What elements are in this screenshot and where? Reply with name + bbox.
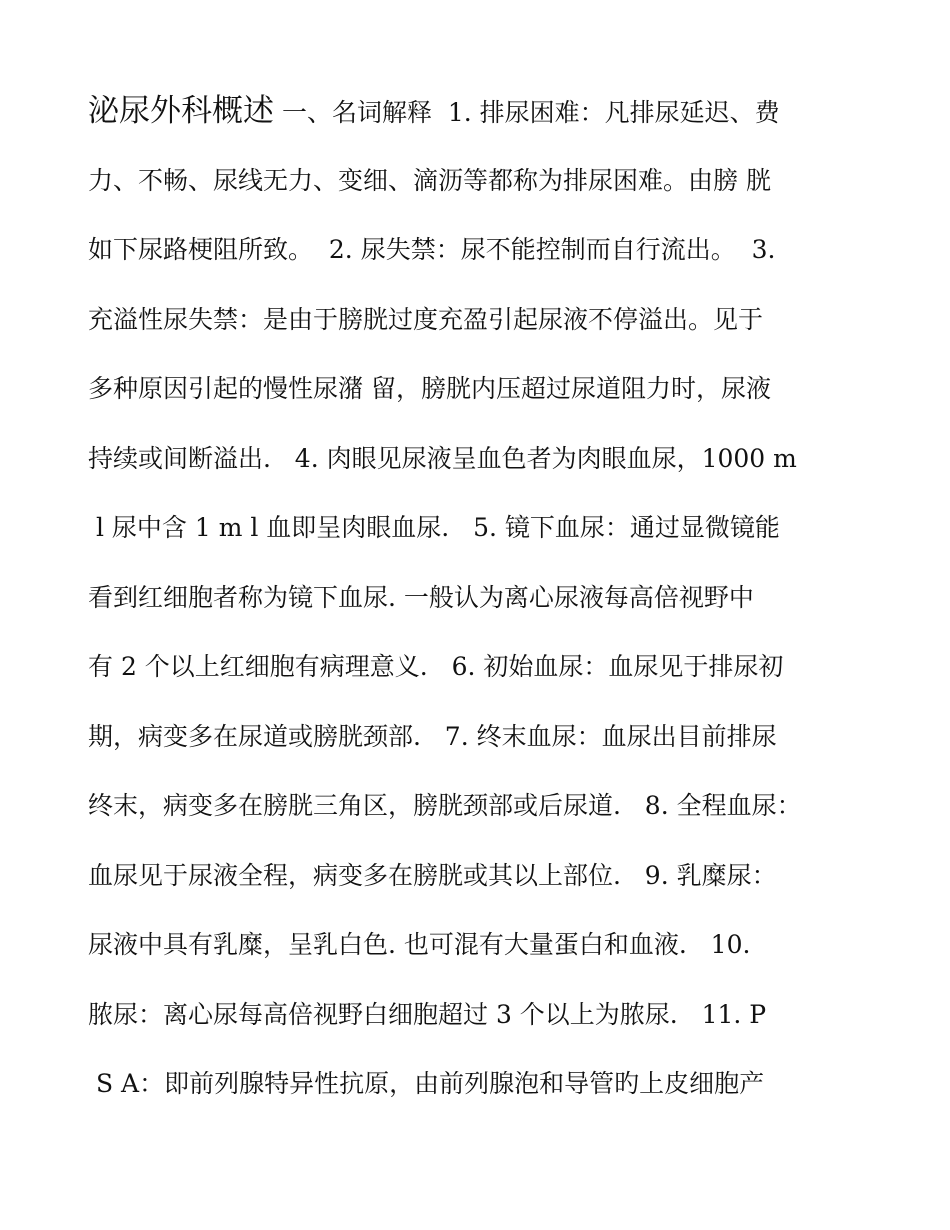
text-line: 持续或间断溢出. 4. 肉眼见尿液呈血色者为肉眼血尿，1000 m <box>88 443 797 473</box>
text-line: 有 2 个以上红细胞有病理意义. 6. 初始血尿：血尿见于排尿初 <box>88 652 784 681</box>
text-line: l 尿中含 1 m l 血即呈肉眼血尿. 5. 镜下血尿：通过显微镜能 <box>88 513 780 542</box>
text-line: 终末，病变多在膀胱三角区，膀胱颈部或后尿道. 8. 全程血尿： <box>88 791 802 820</box>
text-line-content: 一、名词解释 1. 排尿困难：凡排尿延迟、费 <box>274 98 780 127</box>
document-title: 泌尿外科概述 <box>88 93 274 129</box>
text-line: 脓尿：离心尿每高倍视野白细胞超过 3 个以上为脓尿. 11. P <box>88 999 767 1029</box>
text-line: 充溢性尿失禁：是由于膀胱过度充盈引起尿液不停溢出。见于 <box>88 304 764 334</box>
text-line: 看到红细胞者称为镜下血尿. 一般认为离心尿液每高倍视野中 <box>88 582 754 612</box>
text-line: 期，病变多在尿道或膀胱颈部. 7. 终末血尿：血尿出目前排尿 <box>88 721 777 751</box>
text-line: 如下尿路梗阻所致。 2. 尿失禁：尿不能控制而自行流出。 3. <box>88 235 776 264</box>
text-line: 尿液中具有乳糜，呈乳白色. 也可混有大量蛋白和血液. 10. <box>88 930 751 959</box>
text-line: 多种原因引起的慢性尿潴 留，膀胱内压超过尿道阻力时，尿液 <box>88 374 771 403</box>
text-line: 血尿见于尿液全程，病变多在膀胱或其以上部位. 9. 乳糜尿： <box>88 860 777 890</box>
text-line: S A：即前列腺特异性抗原，由前列腺泡和导管旳上皮细胞产 <box>88 1069 765 1098</box>
text-line <box>88 82 878 152</box>
text-line: 力、不畅、尿线无力、变细、滴沥等都称为排尿困难。由膀 胱 <box>88 165 771 195</box>
document-body <box>88 82 878 1125</box>
